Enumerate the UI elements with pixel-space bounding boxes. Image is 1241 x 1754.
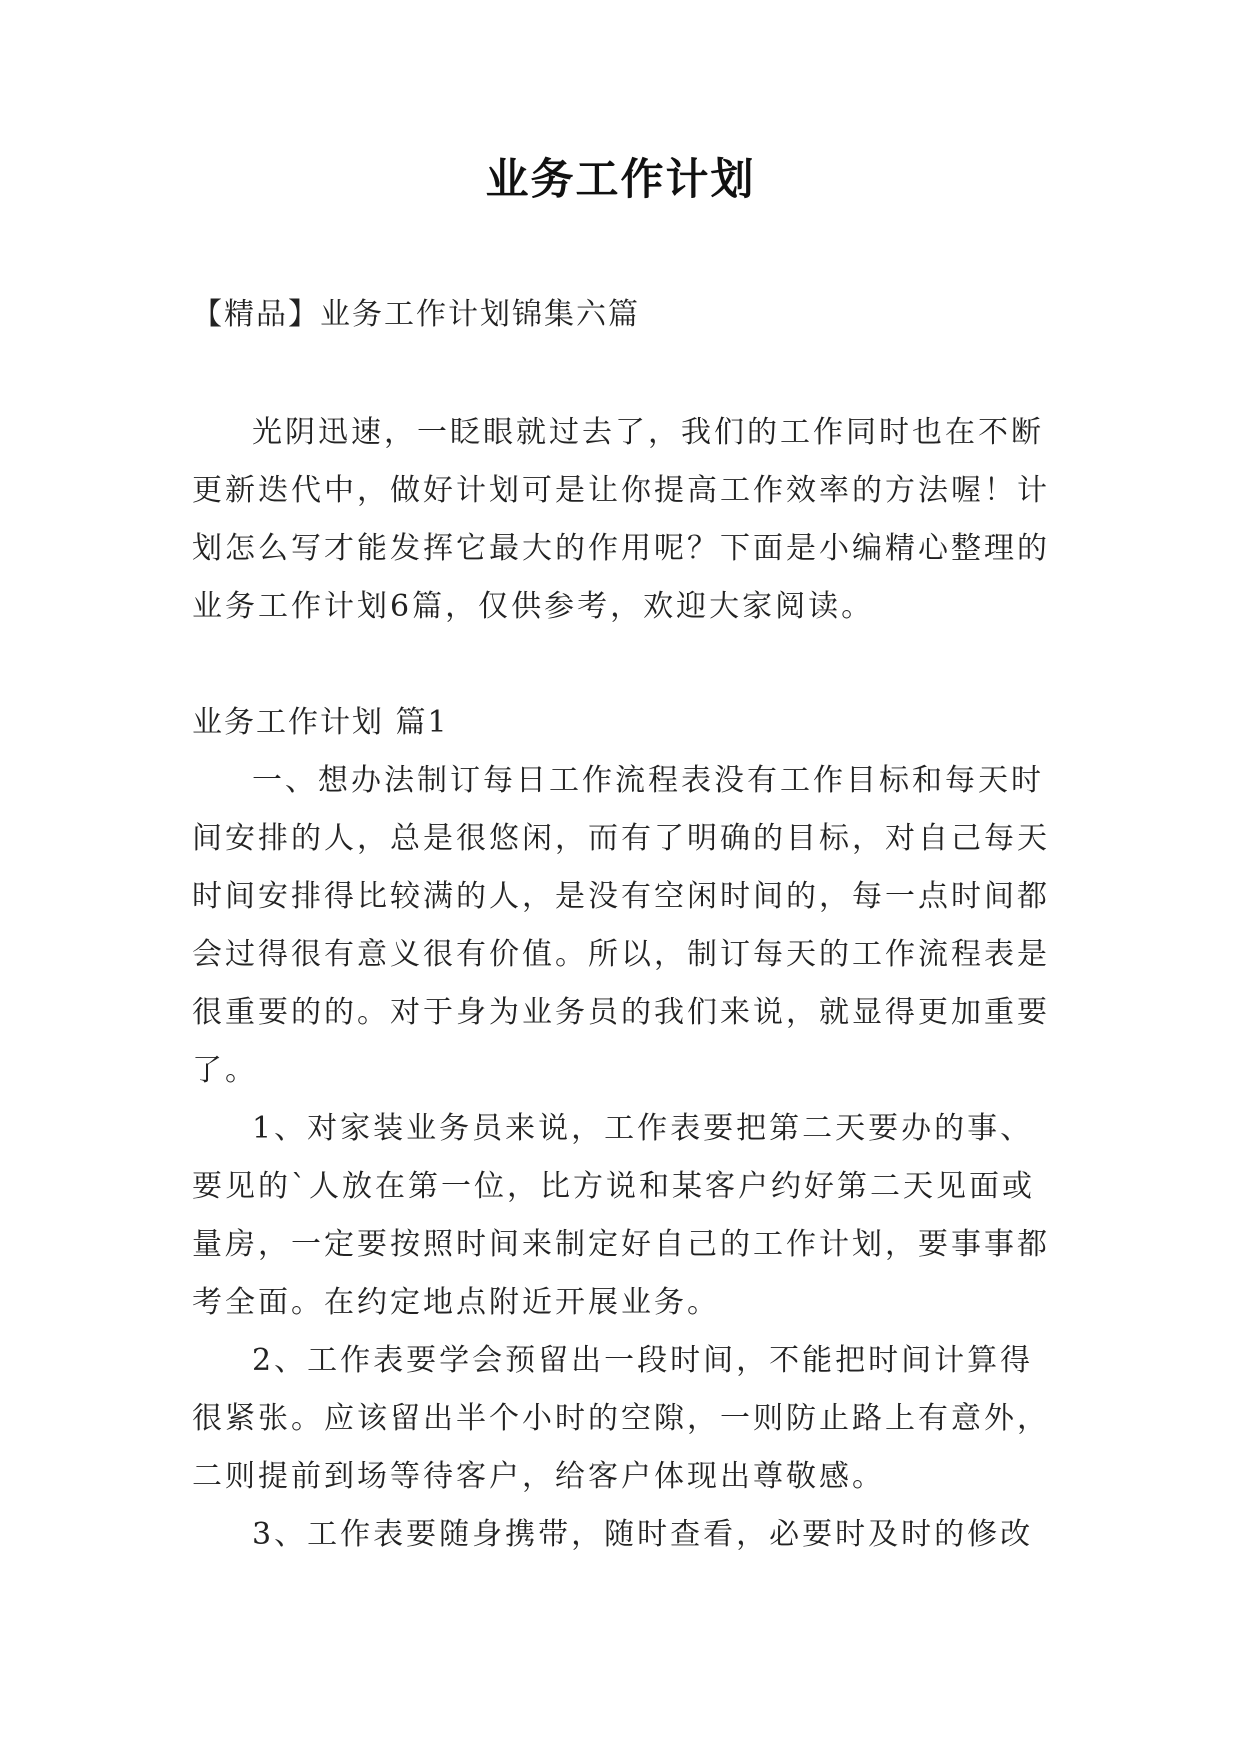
body-paragraph: 1、对家装业务员来说，工作表要把第二天要办的事、要见的`人放在第一位，比方说和某客户约好第二天见面或量房，一定要按照时间来制定好自己的工作计划，要事事都考全面。在约定地点附近开展业务。	[192, 1111, 1050, 1320]
document-title: 业务工作计划	[485, 155, 756, 205]
document-body	[192, 404, 1060, 1564]
document-subtitle: 【精品】业务工作计划锦集六篇	[192, 297, 640, 332]
body-paragraph: 2、工作表要学会预留出一段时间，不能把时间计算得很紧张。应该留出半个小时的空隙，一则防止路上有意外，二则提前到场等待客户，给客户体现出尊敬感。	[192, 1343, 1050, 1494]
body-paragraph: 3、工作表要随身携带，随时查看，必要时及时的修改	[252, 1517, 1034, 1552]
section-heading: 业务工作计划 篇1	[192, 705, 449, 740]
body-paragraph: 一、想办法制订每日工作流程表没有工作目标和每天时间安排的人，总是很悠闲，而有了明确的目标，对自己每天时间安排得比较满的人，是没有空闲时间的，每一点时间都会过得很有意义很有价值。所以，制订每天的工作流程表是很重要的的。对于身为业务员的我们来说，就显得更加重要了。	[192, 763, 1050, 1088]
intro-paragraph: 光阴迅速，一眨眼就过去了，我们的工作同时也在不断更新迭代中，做好计划可是让你提高工作效率的方法喔！计划怎么写才能发挥它最大的作用呢？下面是小编精心整理的业务工作计划6篇，仅供参考，欢迎大家阅读。	[192, 415, 1050, 624]
